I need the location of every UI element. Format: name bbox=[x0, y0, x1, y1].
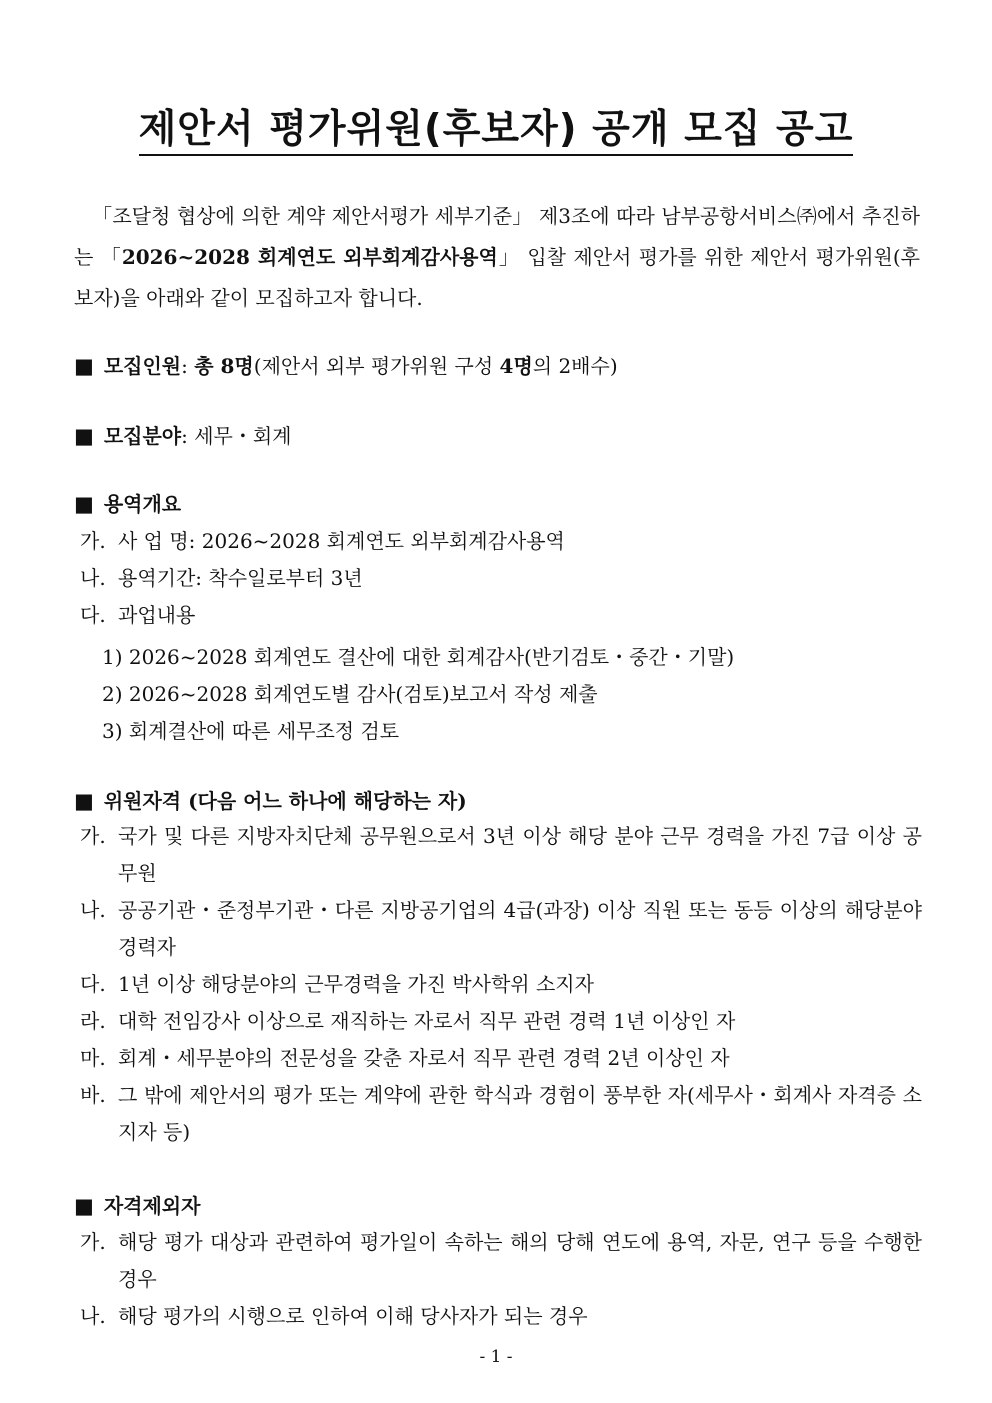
item-marker: 가. bbox=[80, 1230, 106, 1254]
item-text: 1년 이상 해당분야의 근무경력을 가진 박사학위 소지자 bbox=[118, 972, 594, 996]
page-number: - 1 - bbox=[479, 1347, 513, 1367]
recruit-label: 모집인원 bbox=[103, 354, 182, 378]
item-marker: 라. bbox=[80, 1009, 106, 1033]
item-marker: 나. bbox=[80, 898, 106, 922]
task-item: 2) 2026~2028 회계연도별 감사(검토)보고서 작성 제출 bbox=[102, 682, 598, 706]
item-marker: 가. bbox=[80, 824, 106, 848]
page-title bbox=[0, 98, 992, 154]
qualification-item bbox=[80, 892, 922, 966]
exclusion-label: 자격제외자 bbox=[103, 1194, 201, 1218]
overview-item bbox=[80, 597, 922, 634]
recruit-desc-1: (제안서 외부 평가위원 구성 bbox=[253, 354, 500, 378]
intro-text-2: 」 입찰 제안서 평가를 위한 제안서 평가위원(후보자)을 아래와 같이 모집하고자 합니다. bbox=[74, 245, 920, 310]
square-bullet-icon: ■ bbox=[74, 789, 94, 813]
item-text: 용역기간: 착수일로부터 3년 bbox=[118, 566, 363, 590]
overview-item bbox=[80, 560, 922, 597]
intro-paragraph bbox=[74, 196, 920, 319]
recruit-desc-2: 의 2배수) bbox=[532, 354, 618, 378]
exclusion-heading bbox=[74, 1190, 924, 1219]
qualification-label: 위원자격 (다음 어느 하나에 해당하는 자) bbox=[103, 789, 467, 813]
item-marker: 다. bbox=[80, 972, 106, 996]
overview-label: 용역개요 bbox=[103, 492, 182, 516]
recruit-committee-size: 4명 bbox=[499, 354, 533, 378]
item-text: 해당 평가의 시행으로 인하여 이해 당사자가 되는 경우 bbox=[118, 1304, 588, 1328]
recruit-field-line bbox=[74, 420, 924, 449]
item-marker: 나. bbox=[80, 566, 106, 590]
overview-heading bbox=[74, 488, 924, 517]
item-text: 사 업 명: 2026~2028 회계연도 외부회계감사용역 bbox=[118, 529, 565, 553]
item-text: 그 밖에 제안서의 평가 또는 계약에 관한 학식과 경험이 풍부한 자(세무사・회계사 자격증 소지자 등) bbox=[118, 1083, 922, 1144]
qualification-item bbox=[80, 1003, 922, 1040]
square-bullet-icon: ■ bbox=[74, 1194, 94, 1218]
field-value: : 세무・회계 bbox=[181, 424, 292, 448]
exclusion-item bbox=[80, 1224, 922, 1298]
item-text: 회계・세무분야의 전문성을 갖춘 자로서 직무 관련 경력 2년 이상인 자 bbox=[118, 1046, 730, 1070]
intro-text-1: 「조달청 협상에 의한 계약 제안서평가 세부기준」 제3조에 따라 남부공항서비스㈜에서 추진하는 「 bbox=[74, 204, 920, 269]
square-bullet-icon: ■ bbox=[74, 492, 94, 516]
intro-project-name: 2026~2028 회계연도 외부회계감사용역 bbox=[121, 245, 498, 269]
qualification-item bbox=[80, 966, 922, 1003]
exclusion-item bbox=[80, 1298, 922, 1335]
recruit-colon: : bbox=[181, 354, 195, 378]
recruit-total: 총 8명 bbox=[194, 354, 254, 378]
qualification-item bbox=[80, 1077, 922, 1151]
square-bullet-icon: ■ bbox=[74, 424, 94, 448]
item-marker: 가. bbox=[80, 529, 106, 553]
item-text: 공공기관・준정부기관・다른 지방공기업의 4급(과장) 이상 직원 또는 동등 이상의 해당분야 경력자 bbox=[118, 898, 922, 959]
recruit-count-line bbox=[74, 350, 924, 379]
field-label: 모집분야 bbox=[103, 424, 182, 448]
square-bullet-icon: ■ bbox=[74, 354, 94, 378]
item-text: 해당 평가 대상과 관련하여 평가일이 속하는 해의 당해 연도에 용역, 자문, 연구 등을 수행한 경우 bbox=[118, 1230, 922, 1291]
item-text: 과업내용 bbox=[118, 603, 196, 627]
item-text: 국가 및 다른 지방자치단체 공무원으로서 3년 이상 해당 분야 근무 경력을 가진 7급 이상 공무원 bbox=[118, 824, 922, 885]
qualification-heading bbox=[74, 785, 924, 814]
item-marker: 나. bbox=[80, 1304, 106, 1328]
overview-item bbox=[80, 523, 922, 560]
item-marker: 다. bbox=[80, 603, 106, 627]
item-marker: 마. bbox=[80, 1046, 106, 1070]
task-item: 1) 2026~2028 회계연도 결산에 대한 회계감사(반기검토・중간・기말) bbox=[102, 645, 735, 669]
qualification-item bbox=[80, 1040, 922, 1077]
qualification-item bbox=[80, 818, 922, 892]
item-text: 대학 전임강사 이상으로 재직하는 자로서 직무 관련 경력 1년 이상인 자 bbox=[118, 1009, 736, 1033]
task-item: 3) 회계결산에 따른 세무조정 검토 bbox=[102, 719, 400, 743]
item-marker: 바. bbox=[80, 1083, 106, 1107]
title-text: 제안서 평가위원(후보자) 공개 모집 공고 bbox=[139, 107, 854, 156]
